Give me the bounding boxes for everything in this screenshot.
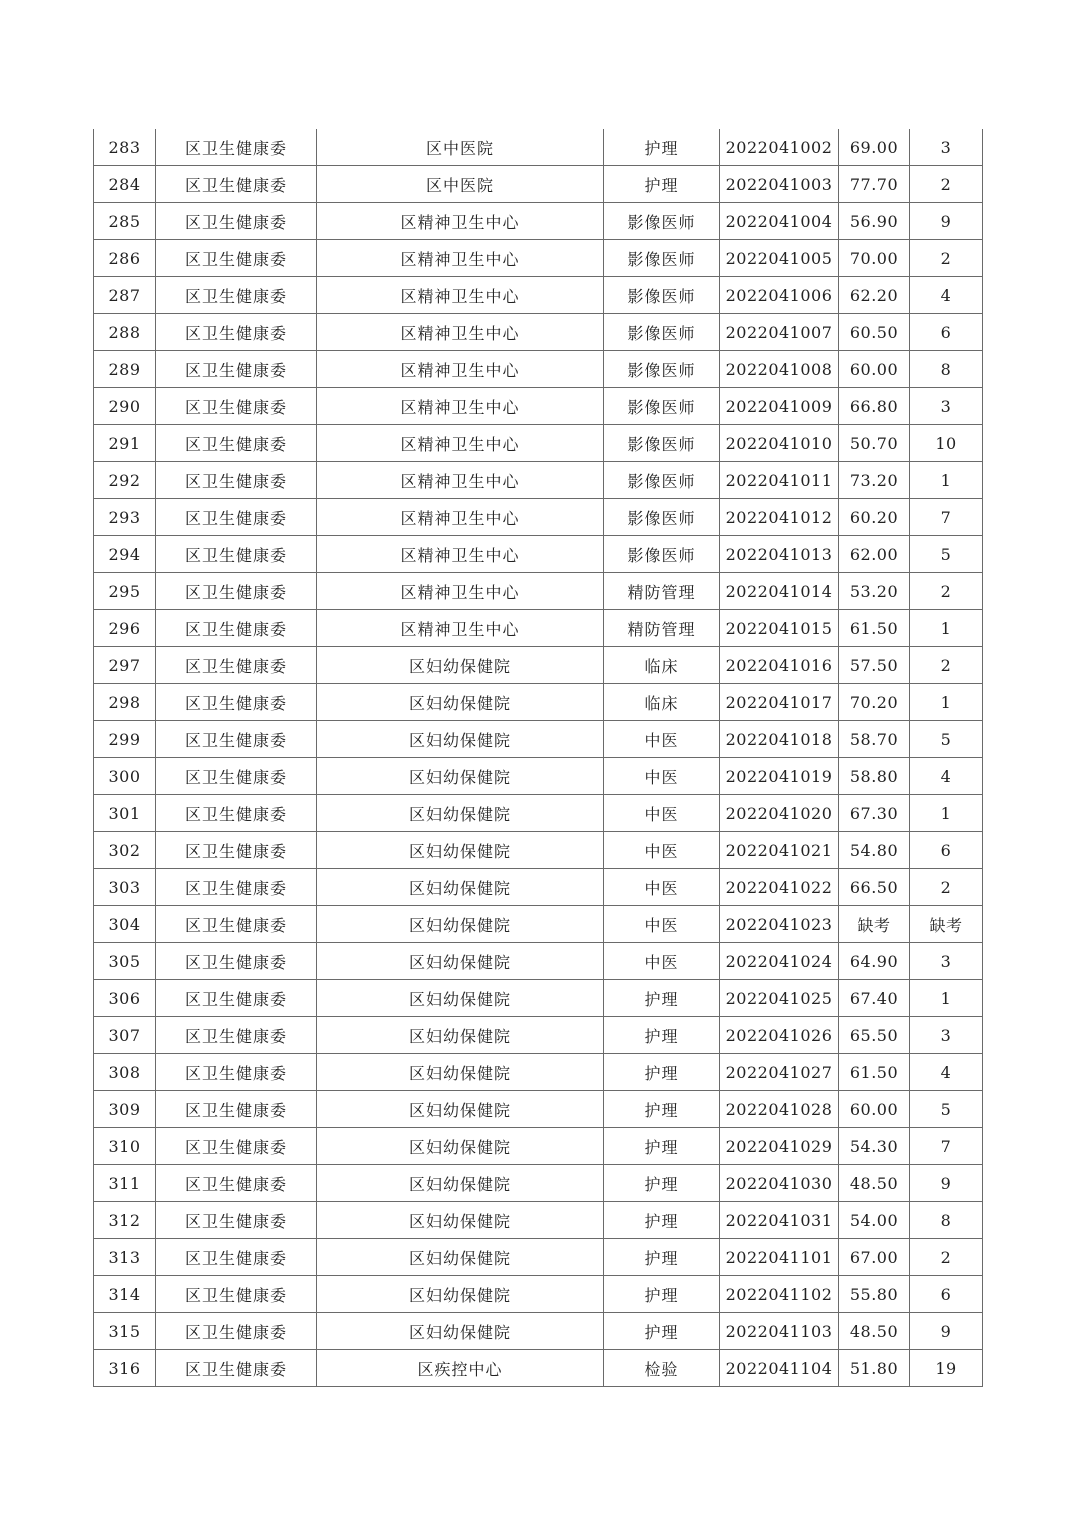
- score-cell: 67.00: [839, 1239, 910, 1276]
- rank-cell: 4: [910, 277, 983, 314]
- table-row: [94, 573, 983, 610]
- position-cell: 临床: [604, 684, 720, 721]
- score-cell: 50.70: [839, 425, 910, 462]
- exam-id-cell: 2022041104: [720, 1350, 839, 1387]
- rank-cell: 3: [910, 129, 983, 166]
- unit-cell: 区妇幼保健院: [317, 1054, 604, 1091]
- department-cell: 区卫生健康委: [156, 1091, 317, 1128]
- score-cell: 56.90: [839, 203, 910, 240]
- department-cell: 区卫生健康委: [156, 351, 317, 388]
- position-cell: 护理: [604, 1239, 720, 1276]
- rank-cell: 缺考: [910, 906, 983, 943]
- unit-cell: 区妇幼保健院: [317, 980, 604, 1017]
- department-cell: 区卫生健康委: [156, 573, 317, 610]
- unit-cell: 区妇幼保健院: [317, 1239, 604, 1276]
- score-cell: 55.80: [839, 1276, 910, 1313]
- score-table: [93, 129, 983, 1387]
- unit-cell: 区精神卫生中心: [317, 240, 604, 277]
- department-cell: 区卫生健康委: [156, 277, 317, 314]
- position-cell: 护理: [604, 1128, 720, 1165]
- department-cell: 区卫生健康委: [156, 425, 317, 462]
- unit-cell: 区精神卫生中心: [317, 536, 604, 573]
- position-cell: 护理: [604, 1054, 720, 1091]
- rank-cell: 5: [910, 536, 983, 573]
- department-cell: 区卫生健康委: [156, 536, 317, 573]
- table-row: [94, 425, 983, 462]
- rank-cell: 6: [910, 1276, 983, 1313]
- row-number-cell: 315: [94, 1313, 156, 1350]
- row-number-cell: 292: [94, 462, 156, 499]
- exam-id-cell: 2022041010: [720, 425, 839, 462]
- department-cell: 区卫生健康委: [156, 795, 317, 832]
- unit-cell: 区妇幼保健院: [317, 1017, 604, 1054]
- score-cell: 73.20: [839, 462, 910, 499]
- unit-cell: 区精神卫生中心: [317, 573, 604, 610]
- exam-id-cell: 2022041008: [720, 351, 839, 388]
- row-number-cell: 316: [94, 1350, 156, 1387]
- department-cell: 区卫生健康委: [156, 462, 317, 499]
- department-cell: 区卫生健康委: [156, 314, 317, 351]
- row-number-cell: 312: [94, 1202, 156, 1239]
- score-cell: 65.50: [839, 1017, 910, 1054]
- rank-cell: 9: [910, 1313, 983, 1350]
- exam-id-cell: 2022041019: [720, 758, 839, 795]
- position-cell: 护理: [604, 980, 720, 1017]
- rank-cell: 7: [910, 499, 983, 536]
- position-cell: 影像医师: [604, 388, 720, 425]
- score-cell: 58.70: [839, 721, 910, 758]
- unit-cell: 区妇幼保健院: [317, 832, 604, 869]
- row-number-cell: 288: [94, 314, 156, 351]
- unit-cell: 区妇幼保健院: [317, 758, 604, 795]
- score-cell: 48.50: [839, 1313, 910, 1350]
- row-number-cell: 284: [94, 166, 156, 203]
- row-number-cell: 314: [94, 1276, 156, 1313]
- score-cell: 62.20: [839, 277, 910, 314]
- table-row: [94, 1165, 983, 1202]
- rank-cell: 5: [910, 1091, 983, 1128]
- exam-id-cell: 2022041018: [720, 721, 839, 758]
- position-cell: 护理: [604, 1165, 720, 1202]
- score-cell: 54.00: [839, 1202, 910, 1239]
- department-cell: 区卫生健康委: [156, 610, 317, 647]
- table-row: [94, 203, 983, 240]
- rank-cell: 2: [910, 240, 983, 277]
- rank-cell: 1: [910, 684, 983, 721]
- score-cell: 54.80: [839, 832, 910, 869]
- score-table-body: [94, 129, 983, 1387]
- position-cell: 检验: [604, 1350, 720, 1387]
- unit-cell: 区妇幼保健院: [317, 795, 604, 832]
- position-cell: 影像医师: [604, 277, 720, 314]
- position-cell: 影像医师: [604, 240, 720, 277]
- department-cell: 区卫生健康委: [156, 832, 317, 869]
- position-cell: 影像医师: [604, 203, 720, 240]
- unit-cell: 区精神卫生中心: [317, 203, 604, 240]
- position-cell: 护理: [604, 166, 720, 203]
- exam-id-cell: 2022041029: [720, 1128, 839, 1165]
- department-cell: 区卫生健康委: [156, 499, 317, 536]
- exam-id-cell: 2022041102: [720, 1276, 839, 1313]
- row-number-cell: 299: [94, 721, 156, 758]
- exam-id-cell: 2022041023: [720, 906, 839, 943]
- score-cell: 53.20: [839, 573, 910, 610]
- unit-cell: 区妇幼保健院: [317, 869, 604, 906]
- exam-id-cell: 2022041030: [720, 1165, 839, 1202]
- score-cell: 57.50: [839, 647, 910, 684]
- department-cell: 区卫生健康委: [156, 1350, 317, 1387]
- rank-cell: 4: [910, 1054, 983, 1091]
- score-cell: 70.00: [839, 240, 910, 277]
- exam-id-cell: 2022041005: [720, 240, 839, 277]
- department-cell: 区卫生健康委: [156, 1128, 317, 1165]
- table-row: [94, 1350, 983, 1387]
- rank-cell: 19: [910, 1350, 983, 1387]
- department-cell: 区卫生健康委: [156, 1165, 317, 1202]
- row-number-cell: 300: [94, 758, 156, 795]
- rank-cell: 3: [910, 1017, 983, 1054]
- exam-id-cell: 2022041101: [720, 1239, 839, 1276]
- row-number-cell: 305: [94, 943, 156, 980]
- position-cell: 中医: [604, 869, 720, 906]
- unit-cell: 区精神卫生中心: [317, 610, 604, 647]
- position-cell: 中医: [604, 832, 720, 869]
- row-number-cell: 311: [94, 1165, 156, 1202]
- row-number-cell: 307: [94, 1017, 156, 1054]
- rank-cell: 2: [910, 573, 983, 610]
- row-number-cell: 287: [94, 277, 156, 314]
- table-row: [94, 1017, 983, 1054]
- table-row: [94, 1202, 983, 1239]
- rank-cell: 9: [910, 203, 983, 240]
- exam-id-cell: 2022041103: [720, 1313, 839, 1350]
- exam-id-cell: 2022041011: [720, 462, 839, 499]
- department-cell: 区卫生健康委: [156, 166, 317, 203]
- table-row: [94, 166, 983, 203]
- exam-id-cell: 2022041003: [720, 166, 839, 203]
- unit-cell: 区精神卫生中心: [317, 462, 604, 499]
- exam-id-cell: 2022041028: [720, 1091, 839, 1128]
- row-number-cell: 297: [94, 647, 156, 684]
- table-row: [94, 610, 983, 647]
- department-cell: 区卫生健康委: [156, 1202, 317, 1239]
- position-cell: 护理: [604, 129, 720, 166]
- exam-id-cell: 2022041020: [720, 795, 839, 832]
- department-cell: 区卫生健康委: [156, 203, 317, 240]
- position-cell: 影像医师: [604, 536, 720, 573]
- table-row: [94, 795, 983, 832]
- score-cell: 48.50: [839, 1165, 910, 1202]
- exam-id-cell: 2022041002: [720, 129, 839, 166]
- table-row: [94, 758, 983, 795]
- table-row: [94, 684, 983, 721]
- position-cell: 影像医师: [604, 425, 720, 462]
- rank-cell: 2: [910, 647, 983, 684]
- position-cell: 中医: [604, 943, 720, 980]
- position-cell: 中医: [604, 906, 720, 943]
- department-cell: 区卫生健康委: [156, 1239, 317, 1276]
- score-cell: 缺考: [839, 906, 910, 943]
- table-row: [94, 240, 983, 277]
- table-row: [94, 129, 983, 166]
- score-cell: 66.50: [839, 869, 910, 906]
- rank-cell: 5: [910, 721, 983, 758]
- unit-cell: 区妇幼保健院: [317, 906, 604, 943]
- department-cell: 区卫生健康委: [156, 240, 317, 277]
- row-number-cell: 313: [94, 1239, 156, 1276]
- row-number-cell: 298: [94, 684, 156, 721]
- position-cell: 影像医师: [604, 462, 720, 499]
- table-row: [94, 1054, 983, 1091]
- table-row: [94, 832, 983, 869]
- rank-cell: 3: [910, 943, 983, 980]
- position-cell: 护理: [604, 1017, 720, 1054]
- score-cell: 70.20: [839, 684, 910, 721]
- row-number-cell: 295: [94, 573, 156, 610]
- row-number-cell: 303: [94, 869, 156, 906]
- position-cell: 影像医师: [604, 499, 720, 536]
- exam-id-cell: 2022041027: [720, 1054, 839, 1091]
- department-cell: 区卫生健康委: [156, 943, 317, 980]
- rank-cell: 1: [910, 980, 983, 1017]
- table-row: [94, 277, 983, 314]
- table-row: [94, 536, 983, 573]
- rank-cell: 2: [910, 166, 983, 203]
- unit-cell: 区妇幼保健院: [317, 721, 604, 758]
- row-number-cell: 310: [94, 1128, 156, 1165]
- rank-cell: 1: [910, 795, 983, 832]
- row-number-cell: 301: [94, 795, 156, 832]
- position-cell: 影像医师: [604, 351, 720, 388]
- score-cell: 62.00: [839, 536, 910, 573]
- position-cell: 精防管理: [604, 573, 720, 610]
- unit-cell: 区精神卫生中心: [317, 314, 604, 351]
- row-number-cell: 309: [94, 1091, 156, 1128]
- department-cell: 区卫生健康委: [156, 1054, 317, 1091]
- department-cell: 区卫生健康委: [156, 1313, 317, 1350]
- rank-cell: 4: [910, 758, 983, 795]
- table-row: [94, 906, 983, 943]
- rank-cell: 7: [910, 1128, 983, 1165]
- exam-id-cell: 2022041007: [720, 314, 839, 351]
- row-number-cell: 289: [94, 351, 156, 388]
- table-row: [94, 351, 983, 388]
- exam-id-cell: 2022041021: [720, 832, 839, 869]
- position-cell: 中医: [604, 758, 720, 795]
- unit-cell: 区妇幼保健院: [317, 1165, 604, 1202]
- unit-cell: 区妇幼保健院: [317, 1128, 604, 1165]
- exam-id-cell: 2022041025: [720, 980, 839, 1017]
- score-cell: 69.00: [839, 129, 910, 166]
- score-cell: 66.80: [839, 388, 910, 425]
- score-cell: 77.70: [839, 166, 910, 203]
- table-row: [94, 1313, 983, 1350]
- exam-id-cell: 2022041017: [720, 684, 839, 721]
- department-cell: 区卫生健康委: [156, 129, 317, 166]
- position-cell: 临床: [604, 647, 720, 684]
- table-row: [94, 1239, 983, 1276]
- score-cell: 67.40: [839, 980, 910, 1017]
- department-cell: 区卫生健康委: [156, 758, 317, 795]
- table-row: [94, 1128, 983, 1165]
- score-cell: 61.50: [839, 610, 910, 647]
- unit-cell: 区中医院: [317, 129, 604, 166]
- row-number-cell: 293: [94, 499, 156, 536]
- rank-cell: 2: [910, 869, 983, 906]
- exam-id-cell: 2022041014: [720, 573, 839, 610]
- unit-cell: 区疾控中心: [317, 1350, 604, 1387]
- rank-cell: 6: [910, 314, 983, 351]
- table-row: [94, 499, 983, 536]
- department-cell: 区卫生健康委: [156, 721, 317, 758]
- row-number-cell: 306: [94, 980, 156, 1017]
- score-cell: 60.50: [839, 314, 910, 351]
- table-row: [94, 647, 983, 684]
- position-cell: 护理: [604, 1202, 720, 1239]
- table-row: [94, 721, 983, 758]
- rank-cell: 2: [910, 1239, 983, 1276]
- score-cell: 60.00: [839, 1091, 910, 1128]
- rank-cell: 10: [910, 425, 983, 462]
- rank-cell: 9: [910, 1165, 983, 1202]
- exam-id-cell: 2022041026: [720, 1017, 839, 1054]
- score-cell: 54.30: [839, 1128, 910, 1165]
- exam-id-cell: 2022041009: [720, 388, 839, 425]
- unit-cell: 区妇幼保健院: [317, 1091, 604, 1128]
- row-number-cell: 296: [94, 610, 156, 647]
- exam-id-cell: 2022041013: [720, 536, 839, 573]
- table-row: [94, 869, 983, 906]
- exam-id-cell: 2022041022: [720, 869, 839, 906]
- unit-cell: 区妇幼保健院: [317, 684, 604, 721]
- exam-id-cell: 2022041016: [720, 647, 839, 684]
- position-cell: 护理: [604, 1091, 720, 1128]
- row-number-cell: 286: [94, 240, 156, 277]
- department-cell: 区卫生健康委: [156, 980, 317, 1017]
- table-row: [94, 943, 983, 980]
- unit-cell: 区精神卫生中心: [317, 351, 604, 388]
- rank-cell: 6: [910, 832, 983, 869]
- unit-cell: 区中医院: [317, 166, 604, 203]
- department-cell: 区卫生健康委: [156, 647, 317, 684]
- exam-id-cell: 2022041006: [720, 277, 839, 314]
- row-number-cell: 283: [94, 129, 156, 166]
- row-number-cell: 302: [94, 832, 156, 869]
- department-cell: 区卫生健康委: [156, 1017, 317, 1054]
- score-cell: 61.50: [839, 1054, 910, 1091]
- table-row: [94, 314, 983, 351]
- unit-cell: 区妇幼保健院: [317, 1202, 604, 1239]
- score-cell: 67.30: [839, 795, 910, 832]
- row-number-cell: 290: [94, 388, 156, 425]
- rank-cell: 8: [910, 351, 983, 388]
- score-cell: 58.80: [839, 758, 910, 795]
- row-number-cell: 291: [94, 425, 156, 462]
- row-number-cell: 294: [94, 536, 156, 573]
- department-cell: 区卫生健康委: [156, 684, 317, 721]
- department-cell: 区卫生健康委: [156, 869, 317, 906]
- unit-cell: 区妇幼保健院: [317, 943, 604, 980]
- score-cell: 51.80: [839, 1350, 910, 1387]
- exam-id-cell: 2022041004: [720, 203, 839, 240]
- table-row: [94, 980, 983, 1017]
- unit-cell: 区精神卫生中心: [317, 499, 604, 536]
- row-number-cell: 308: [94, 1054, 156, 1091]
- position-cell: 影像医师: [604, 314, 720, 351]
- score-cell: 60.00: [839, 351, 910, 388]
- unit-cell: 区精神卫生中心: [317, 425, 604, 462]
- position-cell: 护理: [604, 1276, 720, 1313]
- unit-cell: 区精神卫生中心: [317, 277, 604, 314]
- rank-cell: 1: [910, 462, 983, 499]
- unit-cell: 区妇幼保健院: [317, 647, 604, 684]
- rank-cell: 3: [910, 388, 983, 425]
- position-cell: 中医: [604, 795, 720, 832]
- exam-id-cell: 2022041012: [720, 499, 839, 536]
- exam-id-cell: 2022041024: [720, 943, 839, 980]
- table-row: [94, 1276, 983, 1313]
- row-number-cell: 304: [94, 906, 156, 943]
- department-cell: 区卫生健康委: [156, 906, 317, 943]
- position-cell: 精防管理: [604, 610, 720, 647]
- position-cell: 中医: [604, 721, 720, 758]
- position-cell: 护理: [604, 1313, 720, 1350]
- score-cell: 64.90: [839, 943, 910, 980]
- rank-cell: 1: [910, 610, 983, 647]
- score-cell: 60.20: [839, 499, 910, 536]
- row-number-cell: 285: [94, 203, 156, 240]
- exam-id-cell: 2022041031: [720, 1202, 839, 1239]
- table-row: [94, 388, 983, 425]
- unit-cell: 区妇幼保健院: [317, 1313, 604, 1350]
- table-row: [94, 1091, 983, 1128]
- rank-cell: 8: [910, 1202, 983, 1239]
- table-row: [94, 462, 983, 499]
- unit-cell: 区精神卫生中心: [317, 388, 604, 425]
- department-cell: 区卫生健康委: [156, 388, 317, 425]
- exam-id-cell: 2022041015: [720, 610, 839, 647]
- unit-cell: 区妇幼保健院: [317, 1276, 604, 1313]
- department-cell: 区卫生健康委: [156, 1276, 317, 1313]
